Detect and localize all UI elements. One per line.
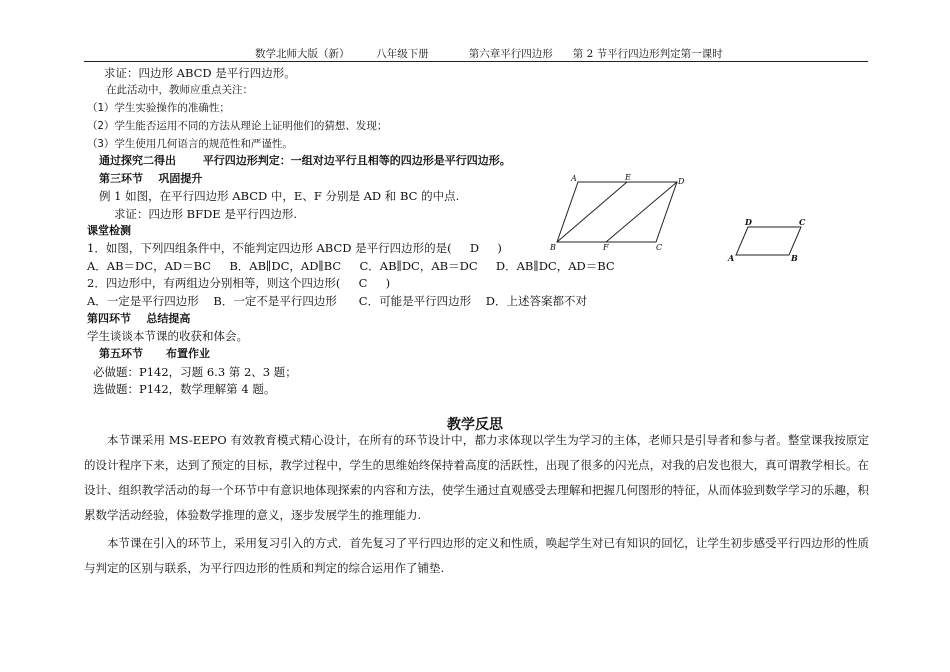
example-1: 例 1 如图，在平行四边形 ABCD 中，E、F 分别是 AD 和 BC 的中点.	[99, 189, 460, 203]
homework-required: 必做题：P142，习题 6.3 第 2、3 题；	[93, 365, 297, 379]
page-header: 数学北师大版（新） 八年级下册 第六章平行四边形 第 2 节平行四边形判定第一课时	[255, 48, 723, 60]
question-2: 2．四边形中，有两组边分别相等，则这个四边形( C )	[87, 276, 391, 290]
section-4-heading: 第四环节 总结提高	[87, 312, 191, 325]
label-a-2: A	[728, 253, 735, 263]
parallelogram-figure-1	[545, 172, 690, 252]
question-1-options: A．AB＝DC，AD＝BC B．AB∥DC，AD∥BC C．AB∥DC，AB＝DC D．AB∥DC，AD＝BC	[87, 259, 615, 273]
reflection-paragraph-2: 本节课在引入的环节上，采用复习引入的方式．首先复习了平行四边形的定义和性质，唤起学生对已有知识的回忆，让学生初步感受平行四边形的性质与判定的区别与联系，为平行四边形的性质和判定的综合运用作了铺垫.	[84, 536, 869, 575]
parallelogram-abcd-2	[736, 227, 801, 255]
theorem-conclusion: 通过探究二得出 平行四边形判定：一组对边平行且相等的四边形是平行四边形。	[99, 154, 511, 167]
label-a: A	[571, 174, 577, 183]
label-d-2: D	[745, 217, 752, 227]
label-c: C	[656, 243, 663, 252]
label-d: D	[678, 177, 685, 186]
section-3-heading: 第三环节 巩固提升	[99, 172, 203, 185]
label-b-2: B	[791, 253, 798, 263]
label-b: B	[550, 243, 556, 252]
homework-optional: 选做题：P142，数学理解第 4 题。	[93, 382, 276, 396]
focus-item-3: （3）学生使用几何语言的规范性和严谨性。	[87, 138, 293, 150]
reflection-title: 教学反思	[447, 417, 503, 433]
reflection-paragraph-1: 本节课采用 MS-EEPO 有效教育模式精心设计，在所有的环节设计中，都力求体现以学生为学习的主体，老师只是引导者和参与者。整堂课我按原定的设计程序下来，达到了预定的目标，教学过程中，学生的思维始终保持着高度的活跃性，出现了很多的闪光点，对我的启发也很大，真可谓教学相长。在设计、组织教学活动的每一个环节中有意识地体现探索的内容和方法，使学生通过直观感受去理解和把握几何图形的特征，从而体验到数学学习的乐趣，积累数学活动经验，体验数学推理的意义，逐步发展学生的推理能力.	[84, 433, 869, 522]
question-2-options: A．一定是平行四边形 B．一定不是平行四边形 C．可能是平行四边形 D．上述答案都不对	[87, 294, 587, 308]
label-c-2: C	[799, 217, 806, 227]
question-1: 1．如图，下列四组条件中，不能判定四边形 ABCD 是平行四边形的是( D )	[87, 241, 502, 255]
label-f: F	[603, 243, 609, 252]
focus-item-2: （2）学生能否运用不同的方法从理论上证明他们的猜想、发现；	[87, 120, 388, 132]
parallelogram-figure-2	[725, 215, 815, 265]
focus-item-1: （1）学生实验操作的准确性；	[87, 102, 230, 114]
prove-statement-1: 求证：四边形 ABCD 是平行四边形。	[104, 66, 296, 80]
teacher-focus-intro: 在此活动中，教师应重点关注：	[106, 84, 253, 96]
prove-statement-2: 求证：四边形 BFDE 是平行四边形.	[114, 207, 298, 221]
section-5-heading: 第五环节 布置作业	[99, 347, 210, 360]
header-rule	[84, 61, 868, 62]
label-e: E	[625, 173, 631, 182]
class-check-heading: 课堂检测	[87, 224, 131, 237]
summary-text: 学生谈谈本节课的收获和体会。	[87, 329, 248, 343]
